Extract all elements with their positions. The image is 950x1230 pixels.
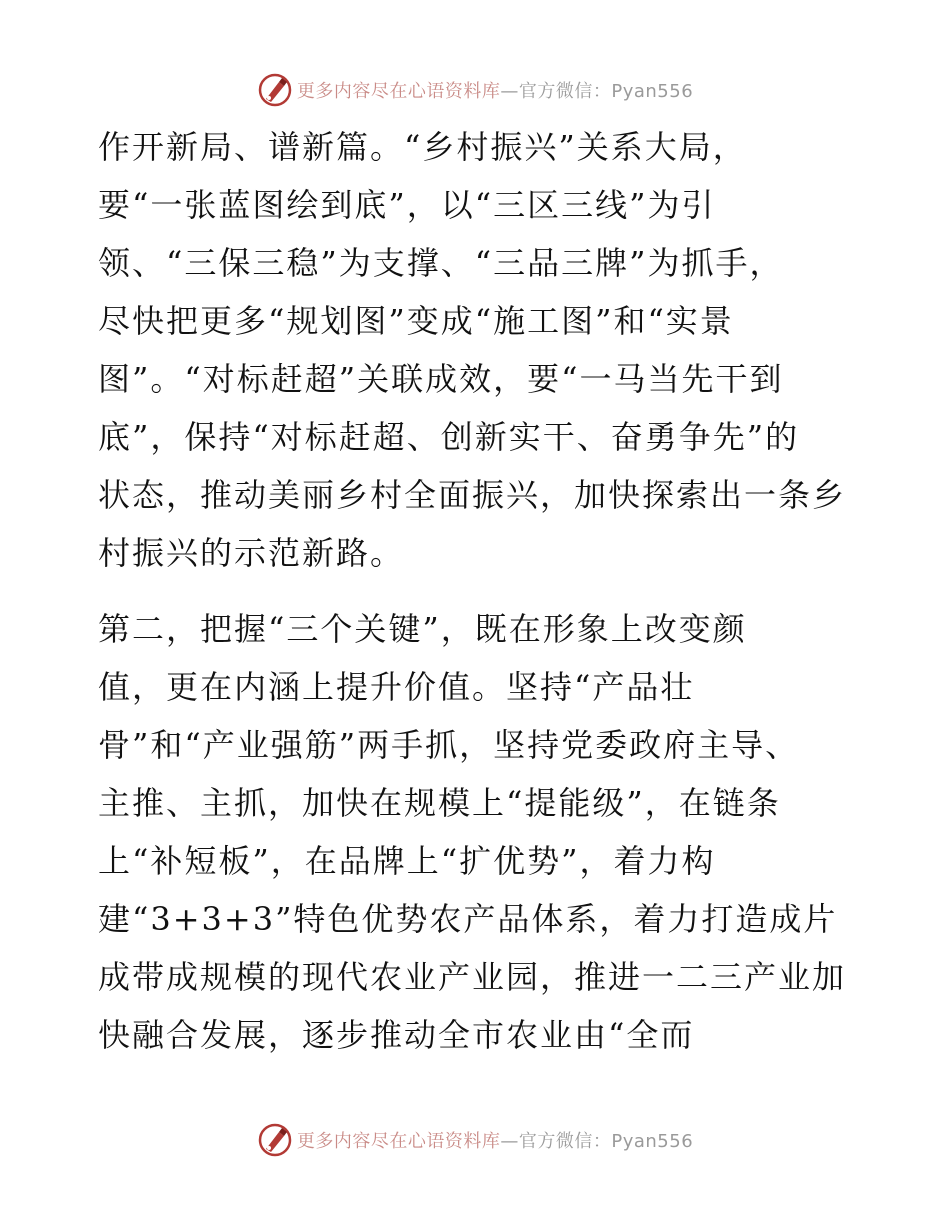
- paragraph-2-line-2: 值，更在内涵上提升价值。坚持“产品壮: [98, 668, 695, 706]
- paragraph-1-line-8: 村振兴的示范新路。: [98, 534, 405, 572]
- watermark-dash: —: [500, 81, 519, 102]
- watermark-main-text: 更多内容尽在心语资料库: [296, 81, 501, 102]
- paragraph-2-line-5: 上“补短板”，在品牌上“扩优势”，着力构: [98, 842, 716, 880]
- paragraph-1-line-7: 状态，推动美丽乡村全面振兴，加快探索出一条乡: [98, 476, 847, 514]
- pen-logo-icon: [257, 1122, 293, 1158]
- watermark-main-text: 更多内容尽在心语资料库: [296, 1131, 501, 1152]
- watermark-sub-text: 官方微信：Pyan556: [518, 1131, 694, 1152]
- paragraph-1-line-3: 领、“三保三稳”为支撑、“三品三牌”为抓手，: [98, 244, 784, 282]
- header-watermark: [0, 70, 950, 110]
- watermark-dash: —: [500, 1131, 519, 1152]
- paragraph-1-line-4: 尽快把更多“规划图”变成“施工图”和“实景: [98, 302, 734, 340]
- paragraph-2-line-7: 成带成规模的现代农业产业园，推进一二三产业加: [98, 958, 847, 996]
- watermark-text: [297, 1127, 693, 1153]
- paragraph-2-line-1: 第二，把握“三个关键”，既在形象上改变颜: [98, 610, 747, 648]
- paragraph-1-line-5: 图”。“对标赶超”关联成效，要“一马当先干到: [98, 360, 784, 398]
- pen-logo-icon: [257, 72, 293, 108]
- paragraph-1-line-6: 底”，保持“对标赶超、创新实干、奋勇争先”的: [98, 418, 800, 456]
- paragraph-2-line-4: 主推、主抓，加快在规模上“提能级”，在链条: [98, 784, 781, 822]
- footer-watermark: [0, 1120, 950, 1160]
- paragraph-1-line-1: 作开新局、谱新篇。“乡村振兴”关系大局，: [98, 128, 747, 166]
- paragraph-2-line-6: 建“3+3+3”特色优势农产品体系，着力打造成片: [98, 900, 838, 938]
- paragraph-2-line-3: 骨”和“产业强筋”两手抓，坚持党委政府主导、: [98, 726, 800, 764]
- paragraph-1-line-2: 要“一张蓝图绘到底”，以“三区三线”为引: [98, 186, 716, 224]
- watermark-text: [297, 77, 693, 103]
- watermark-sub-text: 官方微信：Pyan556: [518, 81, 694, 102]
- paragraph-2-line-8: 快融合发展，逐步推动全市农业由“全而: [98, 1016, 695, 1054]
